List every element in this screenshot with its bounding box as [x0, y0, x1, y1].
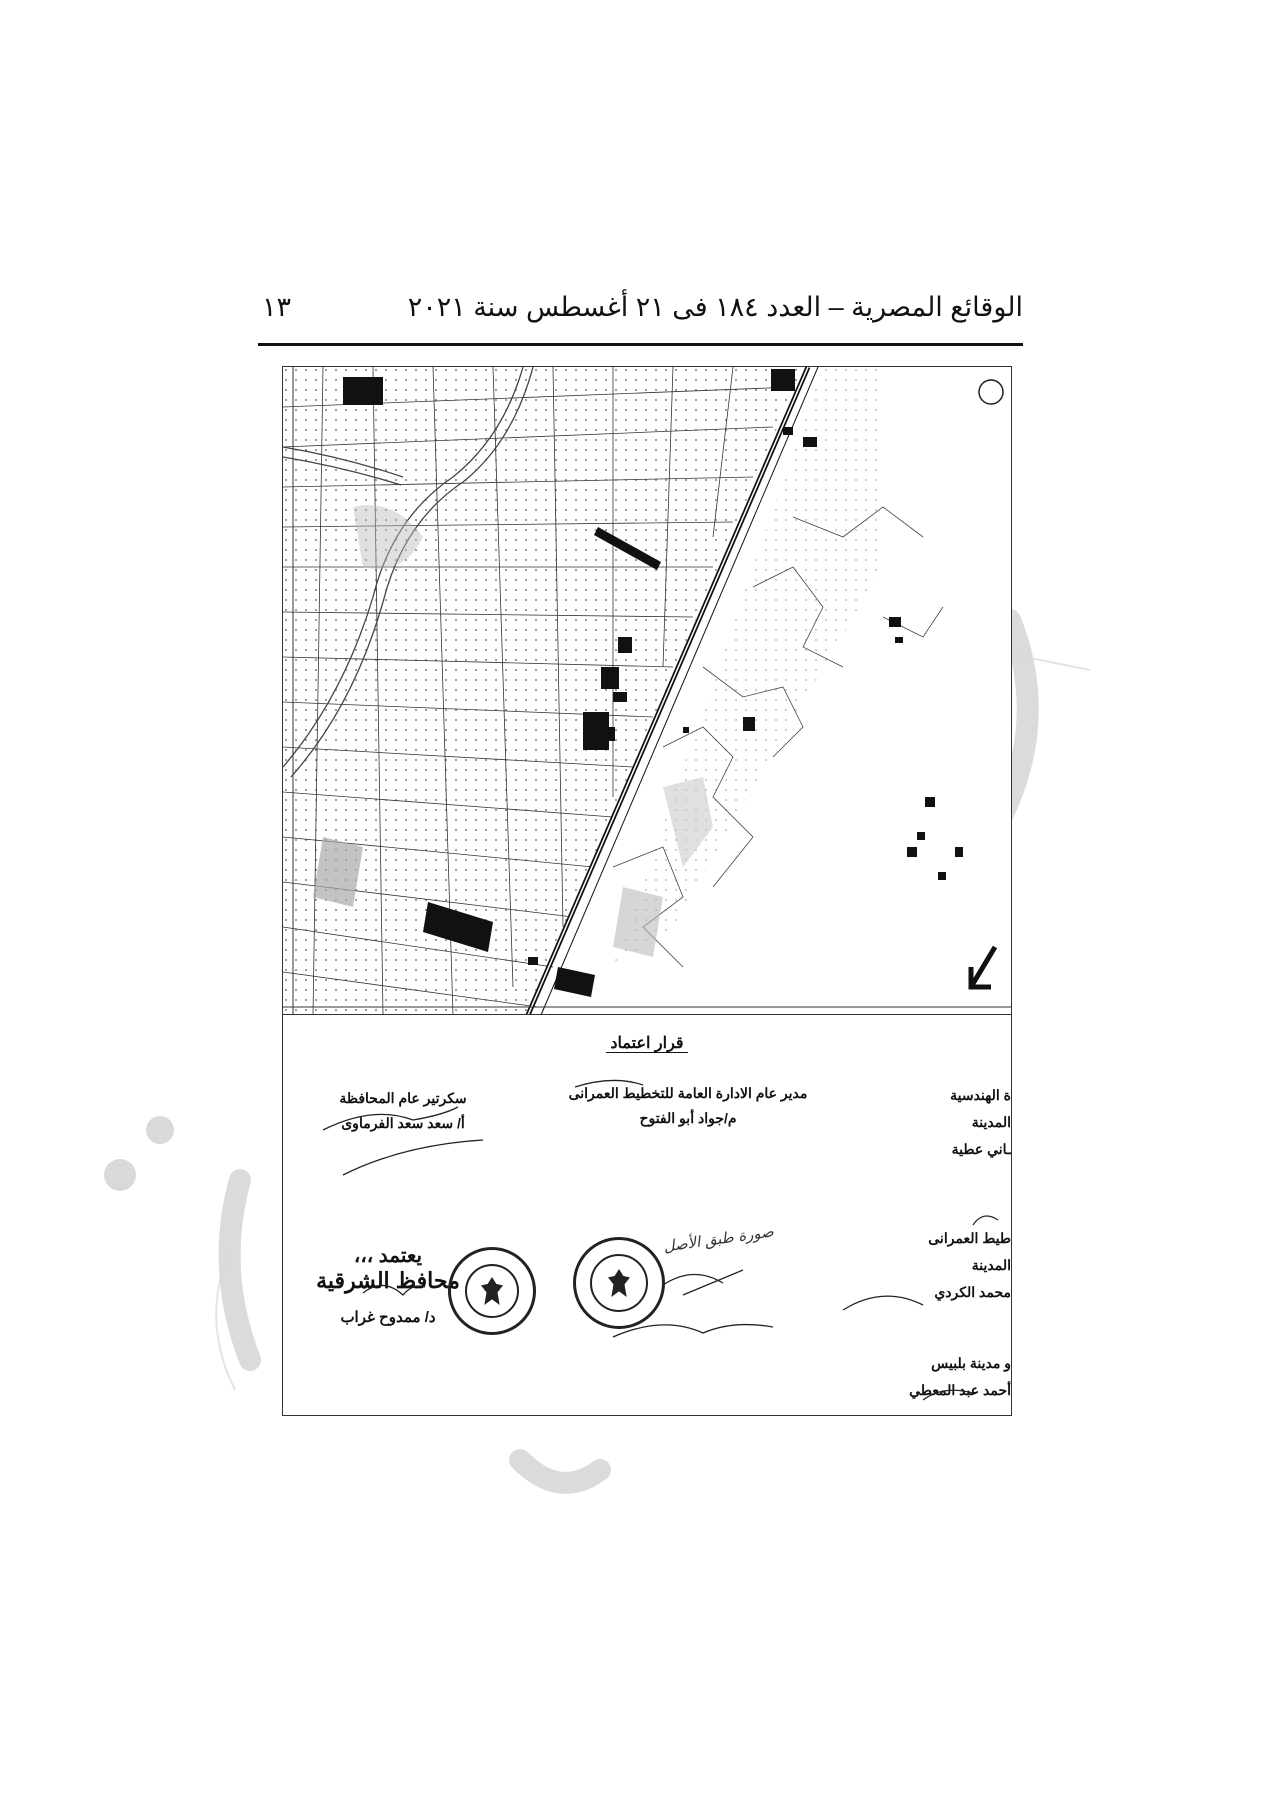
page-header: [258, 292, 1023, 332]
right-line-8: أحمد عبد المعطي: [909, 1382, 1011, 1398]
right-line-4: طيط العمرانى: [928, 1230, 1011, 1246]
approval-block: [282, 1014, 1012, 1416]
governor-title: محافظ الشرقية: [316, 1268, 460, 1293]
right-line-1: ة الهندسية: [950, 1087, 1011, 1103]
north-arrow-icon: [971, 947, 995, 987]
planning-director-title: مدير عام الادارة العامة للتخطيط العمرانى: [568, 1085, 808, 1101]
header-rule: [258, 343, 1023, 346]
cadastral-map: [282, 366, 1012, 1016]
signature-strokes: [283, 1015, 1011, 1415]
right-line-3: ـاني عطية: [951, 1141, 1011, 1157]
right-line-6: محمد الكردي: [934, 1284, 1011, 1300]
planning-director-name: م/جواد أبو الفتوح: [639, 1110, 737, 1126]
decision-title: قرار اعتماد: [283, 1033, 1011, 1053]
gazette-title: الوقائع المصرية – العدد ١٨٤ فى ٢١ أغسطس سنة ٢٠٢١: [407, 292, 1023, 322]
right-line-7: و مدينة بلبيس: [931, 1355, 1011, 1371]
approve-text: يعتمد ،،،: [353, 1245, 423, 1267]
right-line-2: المدينة: [971, 1114, 1011, 1130]
secretary-name: أ/ سعد سعد الفرماوى: [341, 1115, 465, 1131]
governor-name: د/ ممدوح غراب: [340, 1309, 436, 1326]
handwritten-note: صورة طبق الأصل: [662, 1222, 775, 1256]
map-drawing: [283, 367, 1011, 1015]
secretary-title: سكرتير عام المحافظة: [339, 1090, 467, 1106]
right-line-5: المدينة: [971, 1257, 1011, 1273]
page-number: ١٣: [262, 292, 292, 322]
